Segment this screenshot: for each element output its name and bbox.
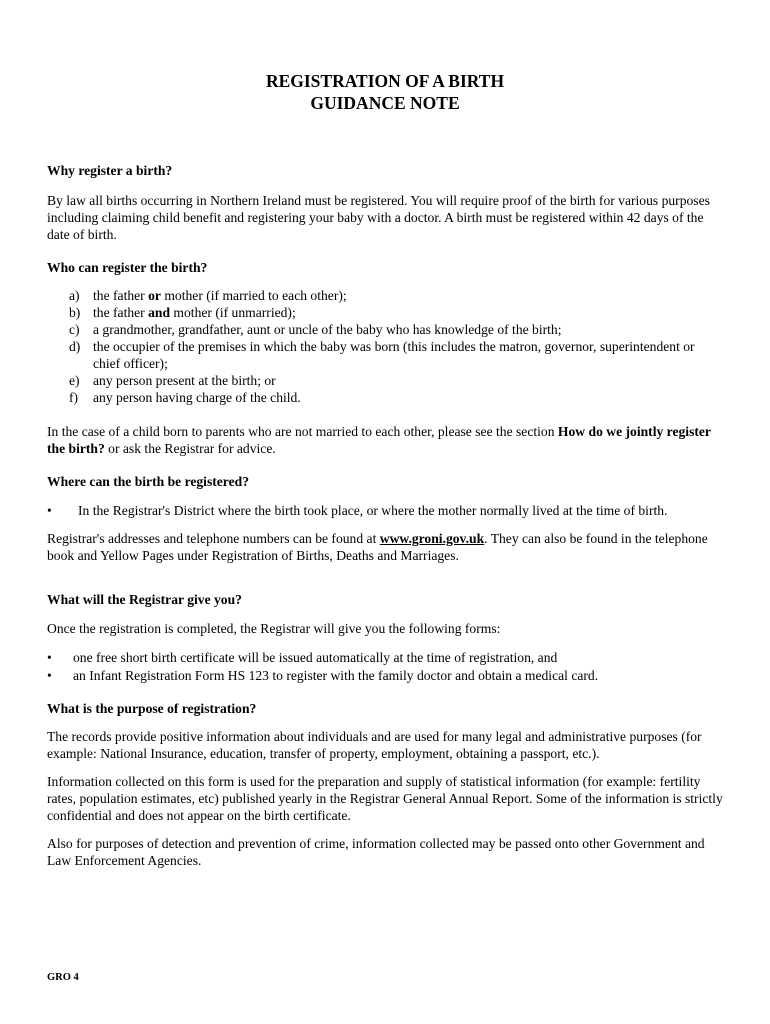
list-item: a) the father or mother (if married to each other); (69, 288, 347, 303)
what-heading: What will the Registrar give you? (47, 592, 242, 607)
list-marker: a) (69, 288, 80, 303)
title-line-1: REGISTRATION OF A BIRTH (265, 71, 505, 91)
list-item: c) a grandmother, grandfather, aunt or uncle of the baby who has knowledge of the birth; (69, 322, 562, 337)
purpose-paragraph-3: Also for purposes of detection and prevention of crime, information collected may be passed onto other Government and Law Enforcement Agencies. (47, 836, 705, 868)
where-heading: Where can the birth be registered? (47, 474, 249, 489)
purpose-heading: What is the purpose of registration? (47, 701, 257, 716)
what-intro: Once the registration is completed, the Registrar will give you the following forms: (47, 621, 501, 636)
why-paragraph: By law all births occurring in Northern Ireland must be registered. You will require proof of the birth for various purposes including claiming child benefit and registering your baby with a doctor. A birth must be registered within 42 days of the date of birth. (47, 193, 710, 242)
list-item: b) the father and mother (if unmarried); (69, 305, 296, 320)
list-item: • In the Registrar's District where the birth took place, or where the mother normally lived at the time of birth. (47, 503, 668, 518)
list-marker: b) (69, 305, 81, 320)
unmarried-note: In the case of a child born to parents who are not married to each other, please see the section How do we jointly register the birth? or ask the Registrar for advice. (47, 424, 711, 456)
registrar-address-paragraph: Registrar's addresses and telephone numbers can be found at www.groni.gov.uk. They can also be found in the telephone book and Yellow Pages under Registration of Births, Deaths and Marriages. (47, 531, 708, 563)
what-list (47, 649, 723, 684)
bullet-marker: • (47, 503, 52, 518)
form-code: GRO 4 (47, 972, 79, 983)
bullet-marker: • (47, 668, 52, 683)
list-marker: f) (69, 390, 79, 405)
list-item: d) the occupier of the premises in which the baby was born (this includes the matron, governor, superintendent or chief officer); (69, 339, 695, 371)
who-heading: Who can register the birth? (47, 260, 208, 275)
list-item: f) any person having charge of the child. (69, 390, 301, 405)
list-marker: e) (69, 373, 80, 388)
list-item: • one free short birth certificate will be issued automatically at the time of registration, and (47, 650, 558, 665)
where-list (47, 502, 723, 519)
groni-link[interactable]: www.groni.gov.uk (379, 531, 485, 546)
who-list (47, 287, 723, 406)
document-title (0, 70, 770, 114)
list-item: e) any person present at the birth; or (69, 373, 276, 388)
why-heading: Why register a birth? (47, 163, 173, 178)
list-marker: d) (69, 339, 81, 354)
title-line-2: GUIDANCE NOTE (310, 93, 460, 113)
list-marker: c) (69, 322, 80, 337)
bullet-marker: • (47, 650, 52, 665)
purpose-paragraph-2: Information collected on this form is used for the preparation and supply of statistical information (for example: fertility rates, population estimates, etc) published yearly in the Registrar General Annual Report. Some of the information is strictly confidential and does not appear on the birth certificate. (47, 774, 723, 823)
list-item: • an Infant Registration Form HS 123 to register with the family doctor and obtain a medical card. (47, 668, 599, 683)
document-body (47, 162, 723, 869)
purpose-paragraph-1: The records provide positive information about individuals and are used for many legal and administrative purposes (for example: National Insurance, education, transfer of property, employment, obtaining a passport, etc.). (47, 729, 702, 761)
